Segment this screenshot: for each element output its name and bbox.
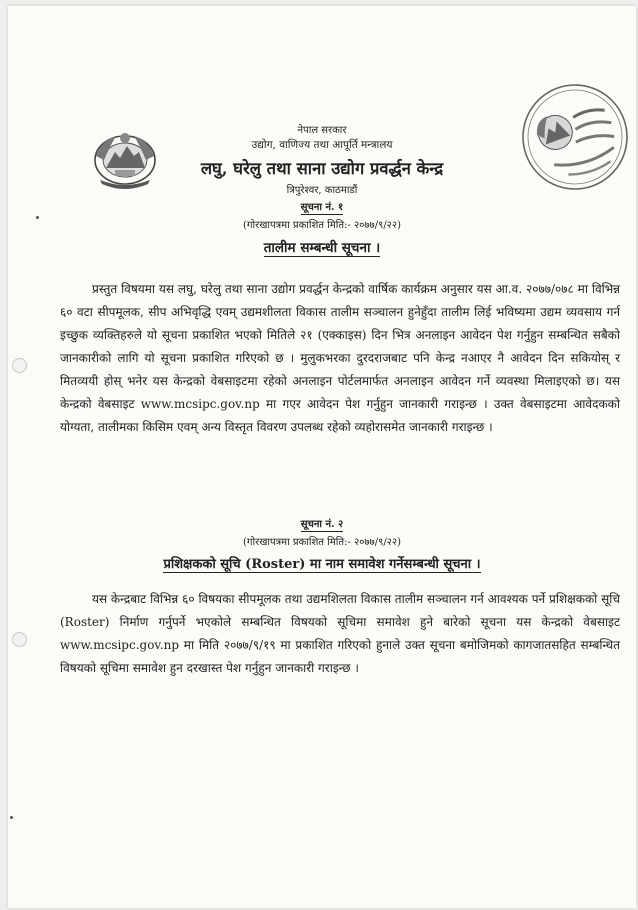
punch-hole bbox=[12, 358, 27, 373]
notice-2-subject: प्रशिक्षकको सूचि (Roster) मा नाम समावेश गर्नेसम्बन्धी सूचना । bbox=[163, 557, 481, 572]
notice-2-body: यस केन्द्रबाट विभिन्न ६० विषयका सीपमूलक तथा उद्यमशिलता विकास तालीम सञ्चालन गर्न आवश्यक पर्ने प्रशिक्षकको सूचि (Roster) निर्माण गर्नुपर्ने भएकोले सम्बन्धित विषयको सूचिमा समावेश हुने बारेको सूचना यस केन्द्रको वेबसाइट www.mcsipc.gov.np मा मिति २०७७/९/१९ मा प्रकाशित गरिएको हुनाले उक्त सूचना बमोजिमको कागजातसहित सम्बन्धित विषयको सूचिमा समावेश हुन दरखास्त पेश गर्नुहुन जानकारी गराइन्छ । bbox=[60, 592, 620, 675]
notice-page bbox=[8, 6, 636, 908]
scan-speck bbox=[36, 216, 39, 219]
scan-speck bbox=[10, 816, 13, 819]
office-name: लघु, घरेलु तथा साना उद्योग प्रवर्द्धन केन्द्र bbox=[200, 159, 444, 178]
ministry-name: उद्योग, वाणिज्य तथा आपूर्ति मन्त्रालय bbox=[251, 139, 393, 151]
office-location: त्रिपुरेश्वर, काठमाडौं bbox=[286, 185, 358, 196]
notice-2-published-date: (गोरखापत्रमा प्रकाशित मिति:- २०७७/९/२२) bbox=[243, 537, 401, 548]
punch-hole bbox=[12, 632, 27, 647]
notice-2-number: सूचना नं. २ bbox=[300, 519, 344, 530]
notice-1-subject: तालीम सम्बन्धी सूचना । bbox=[263, 240, 381, 256]
notice-1-published-date: (गोरखापत्रमा प्रकाशित मिति:- २०७७/९/२२) bbox=[243, 220, 401, 231]
government-name: नेपाल सरकार bbox=[297, 125, 347, 136]
notice-1-number: सूचना नं. १ bbox=[300, 202, 344, 213]
notice-1-body: प्रस्तुत विषयमा यस लघु, घरेलु तथा साना उद्योग प्रवर्द्धन केन्द्रको वार्षिक कार्यक्रम अनुसार यस आ.व. २०७७/०७८ मा विभिन्न ६० वटा सीपमूलक, सीप अभिवृद्धि एवम् उद्यमशीलता विकास तालीम सञ्चालन हुनेहुँदा तालीम लिई भविष्यमा उद्यम व्यवसाय गर्न इच्छुक व्यक्तिहरुले यो सूचना प्रकाशित भएको मितिले २१ (एक्काइस) दिन भित्र अनलाइन आवेदन पेश गर्नुहुन सम्बन्धित सबैको जानकारीको लागि यो सूचना प्रकाशित गरिएको छ । मुलुकभरका दुरदराजबाट पनि केन्द्र नआएर नै आवेदन दिन सकियोस् र मितव्ययी होस् भनेर यस केन्द्रको वेबसाइटमा रहेको अनलाइन पोर्टलमार्फत अनलाइन आवेदन गर्ने व्यवस्था मिलाइएको छ। यस केन्द्रको वेबसाइट www.mcsipc.gov.np मा गएर आवेदन पेश गर्नुहुन जानकारी गराइन्छ । उक्त वेबसाइटमा आवेदकको योग्यता, तालीमका किसिम एवम् अन्य विस्तृत विवरण उपलब्ध रहेको व्यहोरासमेत जानकारी गराइन्छ । bbox=[60, 282, 620, 434]
